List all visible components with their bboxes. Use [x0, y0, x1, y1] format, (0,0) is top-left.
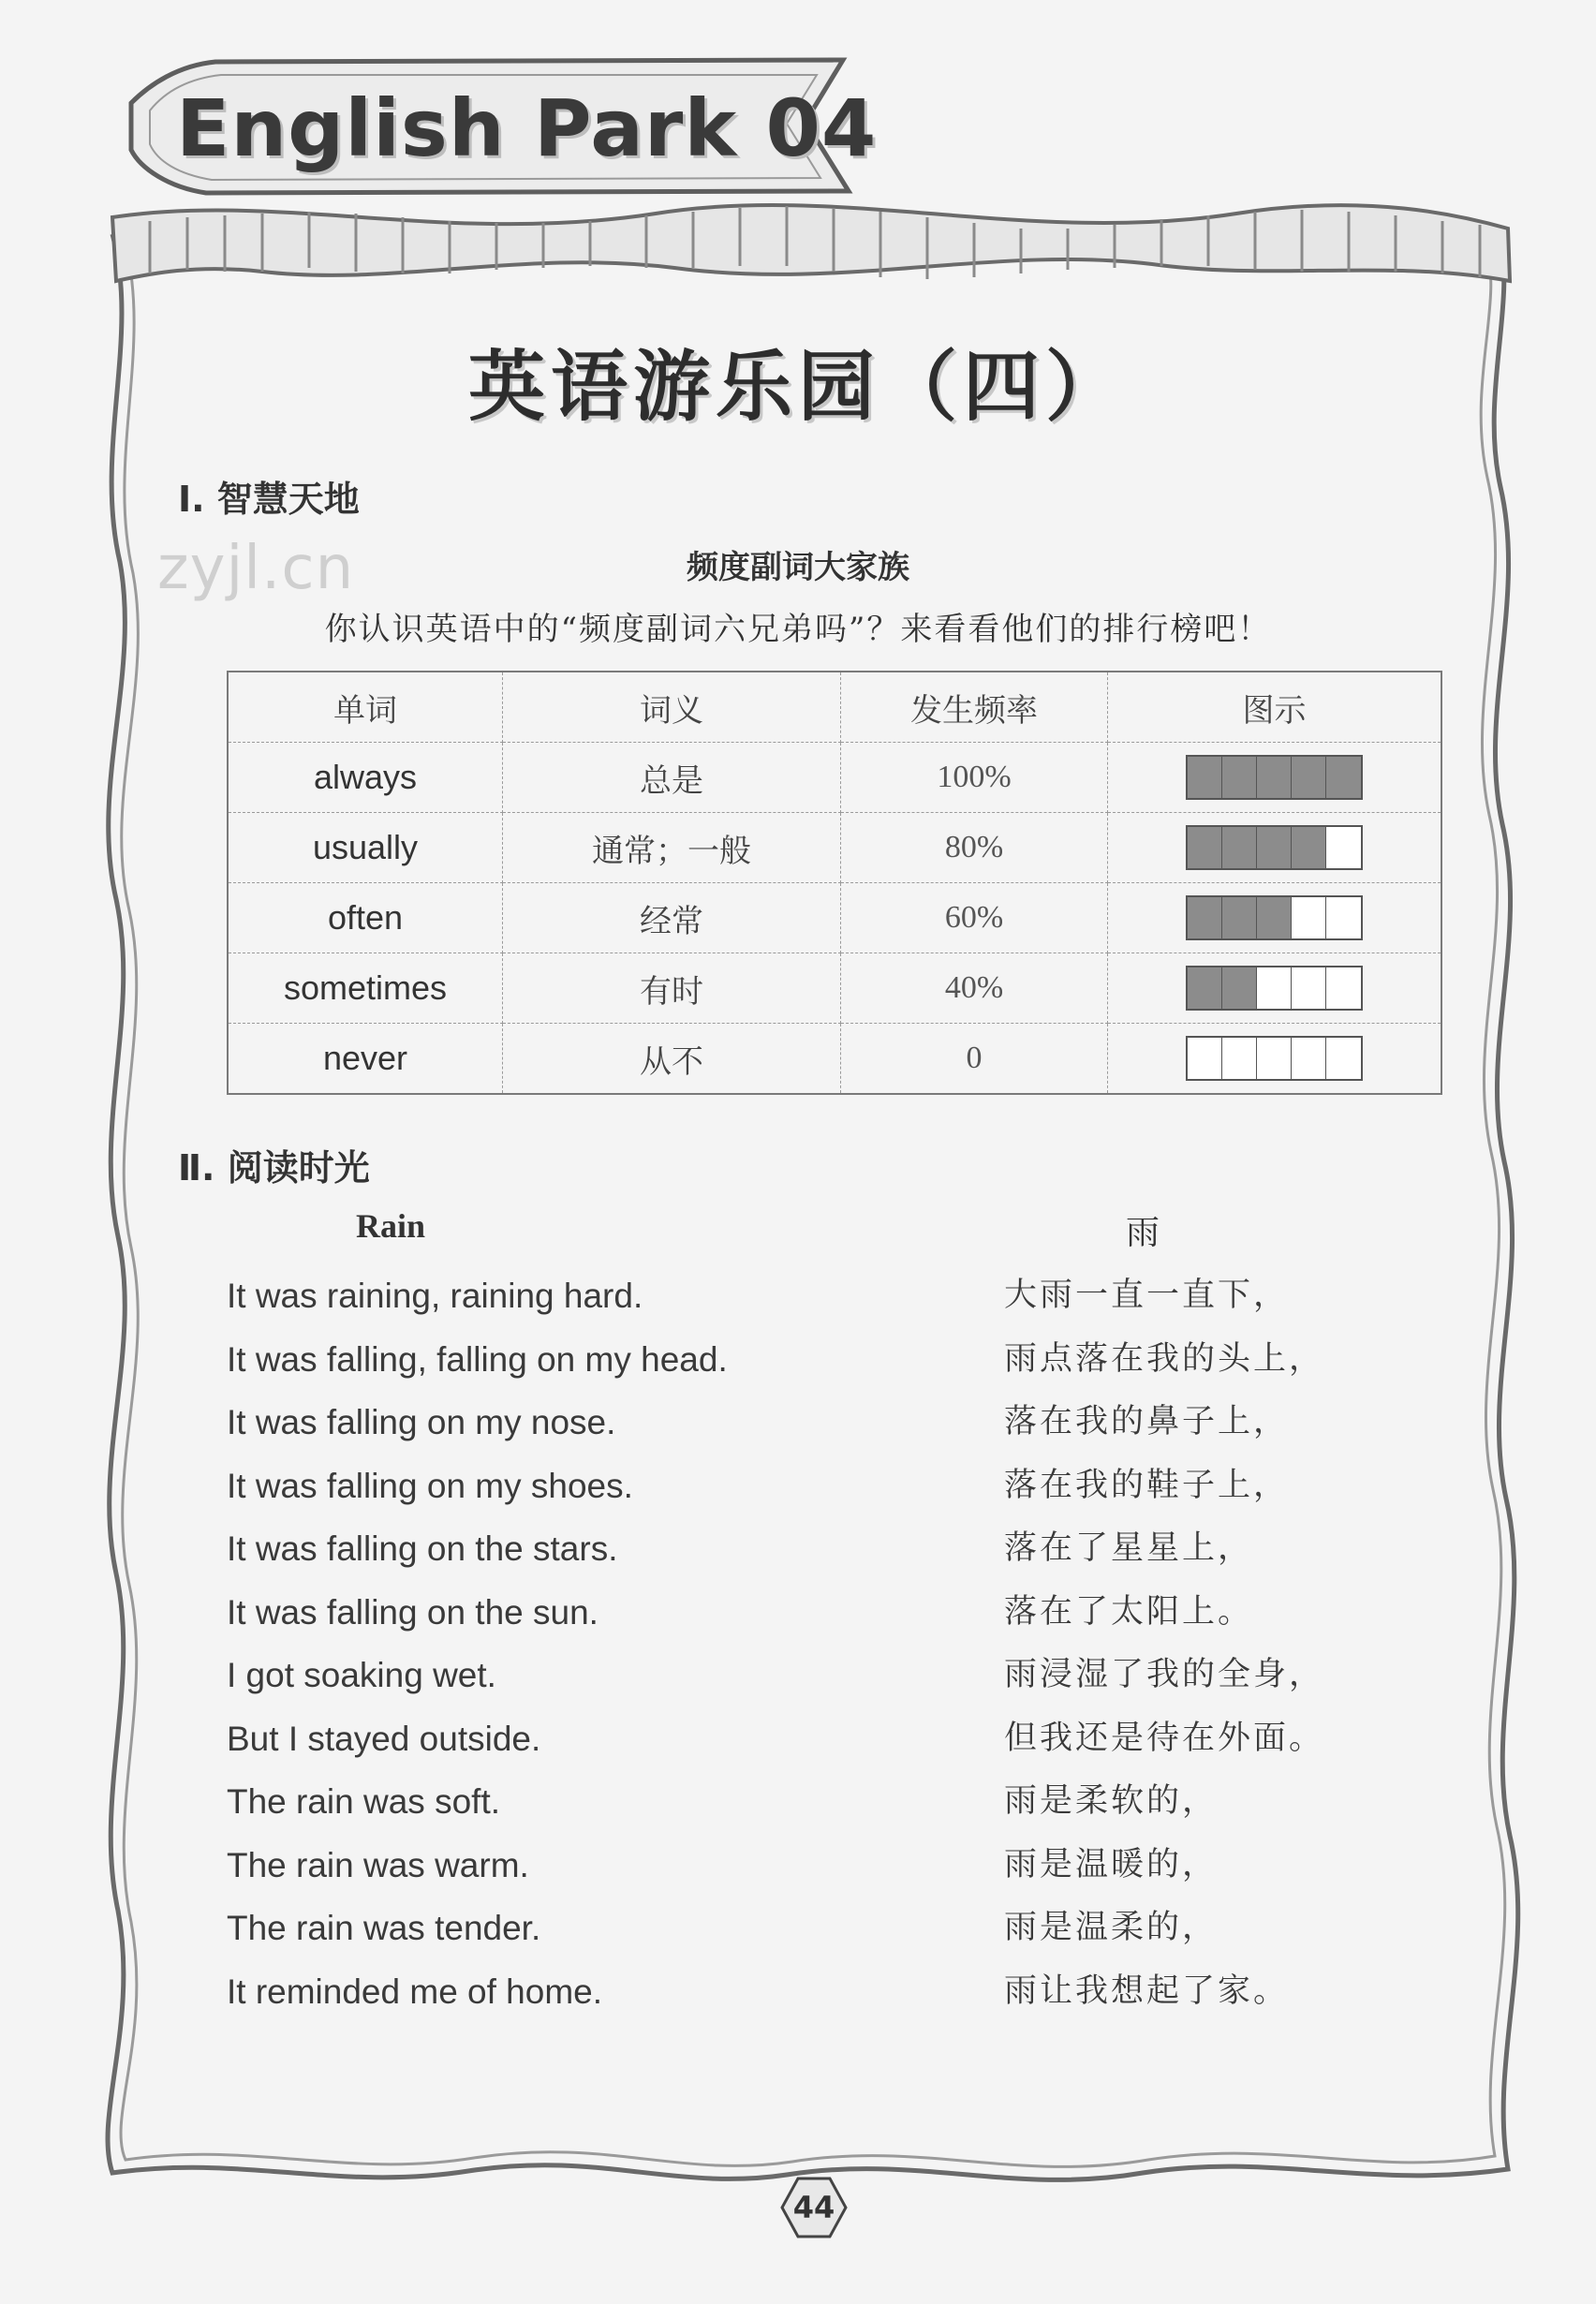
page-number: 44: [792, 2190, 835, 2225]
bar-segment-filled: [1188, 967, 1222, 1009]
bar-segment-empty: [1292, 967, 1326, 1009]
frequency-cell: 0: [841, 1024, 1108, 1095]
bar-segment-filled: [1188, 827, 1222, 868]
poem-line-en: It reminded me of home.: [227, 1972, 603, 2011]
header-diagram: 图示: [1108, 672, 1442, 743]
poem-line-zh: 雨点落在我的头上，: [1004, 1339, 1325, 1378]
meaning-cell: 从不: [503, 1024, 841, 1095]
poem-line-zh: 落在我的鞋子上，: [1004, 1466, 1290, 1504]
poem-line-en: It was falling on my nose.: [227, 1403, 616, 1441]
meaning-cell: 总是: [503, 743, 841, 813]
poem-lines-chinese: [1004, 1264, 1324, 2023]
table-row: [228, 743, 1441, 813]
poem-title-chinese: 雨: [1126, 1214, 1160, 1252]
bar-segment-empty: [1188, 1038, 1222, 1079]
table-header-row: [228, 672, 1441, 743]
word-cell: usually: [228, 813, 503, 883]
poem-line-en: It was falling on my shoes.: [227, 1466, 633, 1505]
poem-line-zh: 落在了太阳上。: [1004, 1592, 1254, 1631]
word-cell: often: [228, 883, 503, 953]
bar-segment-filled: [1222, 827, 1257, 868]
bar-segment-filled: [1222, 897, 1257, 938]
bar-segment-empty: [1222, 1038, 1257, 1079]
bar-segment-empty: [1292, 897, 1326, 938]
frequency-cell: 40%: [841, 953, 1108, 1024]
bar-segment-empty: [1326, 1038, 1361, 1079]
bar-segment-empty: [1326, 827, 1361, 868]
poem-line-zh: 雨是温暖的，: [1004, 1845, 1219, 1883]
poem-line-en: The rain was tender.: [227, 1909, 541, 1947]
word-cell: sometimes: [228, 953, 503, 1024]
poem-line-en: It was falling on the stars.: [227, 1529, 618, 1568]
bar-segment-empty: [1257, 967, 1292, 1009]
section-heading-wisdom: Ⅰ. 智慧天地: [178, 479, 360, 520]
table-row: [228, 813, 1441, 883]
bar-segment-empty: [1326, 897, 1361, 938]
bar-segment-empty: [1257, 1038, 1292, 1079]
frequency-cell: 80%: [841, 813, 1108, 883]
bar-segment-filled: [1257, 757, 1292, 798]
meaning-cell: 通常；一般: [503, 813, 841, 883]
table-row: [228, 953, 1441, 1024]
frequency-cell: 100%: [841, 743, 1108, 813]
poem-line-en: It was raining, raining hard.: [227, 1277, 643, 1315]
poem-line-en: It was falling on the sun.: [227, 1592, 598, 1632]
bar-segment-filled: [1257, 897, 1292, 938]
header-frequency: 发生频率: [841, 672, 1108, 743]
bar-segment-empty: [1326, 967, 1361, 1009]
frequency-bar: [1186, 825, 1363, 870]
meaning-cell: 有时: [503, 953, 841, 1024]
word-cell: never: [228, 1024, 503, 1095]
bar-segment-filled: [1292, 757, 1326, 798]
poem-line-en: The rain was soft.: [227, 1782, 501, 1821]
poem-line-zh: 大雨一直一直下，: [1004, 1277, 1290, 1314]
frequency-adverb-table: [227, 671, 1442, 1095]
frequency-bar: [1186, 755, 1363, 800]
header-meaning: 词义: [503, 672, 841, 743]
poem-line-en: It was falling, falling on my head.: [227, 1339, 728, 1379]
section-heading-reading: Ⅱ. 阅读时光: [178, 1147, 370, 1189]
poem-line-zh: 落在我的鼻子上，: [1004, 1403, 1290, 1440]
banner-title: English Park 04: [176, 82, 878, 174]
bar-segment-filled: [1188, 897, 1222, 938]
bar-segment-empty: [1292, 1038, 1326, 1079]
watermark: zyjl.cn: [157, 534, 355, 603]
header-word: 单词: [228, 672, 503, 743]
bar-segment-filled: [1326, 757, 1361, 798]
word-cell: always: [228, 743, 503, 813]
poem-line-zh: 但我还是待在外面。: [1004, 1719, 1325, 1757]
poem-line-en: I got soaking wet.: [227, 1656, 496, 1694]
poem-line-zh: 雨是柔软的，: [1004, 1782, 1219, 1820]
bar-segment-filled: [1222, 967, 1257, 1009]
poem-line-zh: 落在了星星上，: [1004, 1529, 1254, 1567]
frequency-bar: [1186, 966, 1363, 1011]
poem-line-en: But I stayed outside.: [227, 1719, 541, 1758]
frequency-cell: 60%: [841, 883, 1108, 953]
bar-segment-filled: [1188, 757, 1222, 798]
bar-segment-filled: [1222, 757, 1257, 798]
poem-title-english: Rain: [356, 1207, 426, 1245]
meaning-cell: 经常: [503, 883, 841, 953]
page-title: 英语游乐园（四）: [467, 343, 1128, 432]
table-subtitle: 频度副词大家族: [687, 549, 909, 586]
table-row: [228, 883, 1441, 953]
bar-segment-filled: [1257, 827, 1292, 868]
poem-line-zh: 雨让我想起了家。: [1004, 1972, 1290, 2010]
intro-text: 你认识英语中的“频度副词六兄弟吗”？来看看他们的排行榜吧！: [324, 611, 1272, 648]
frequency-bar: [1186, 1036, 1363, 1081]
bar-segment-filled: [1292, 827, 1326, 868]
frequency-bar: [1186, 895, 1363, 940]
poem-line-en: The rain was warm.: [227, 1845, 529, 1884]
poem-line-zh: 雨浸湿了我的全身，: [1004, 1656, 1325, 1693]
poem-line-zh: 雨是温柔的，: [1004, 1909, 1219, 1946]
table-row: [228, 1024, 1441, 1095]
poem-lines-english: [227, 1264, 728, 2023]
